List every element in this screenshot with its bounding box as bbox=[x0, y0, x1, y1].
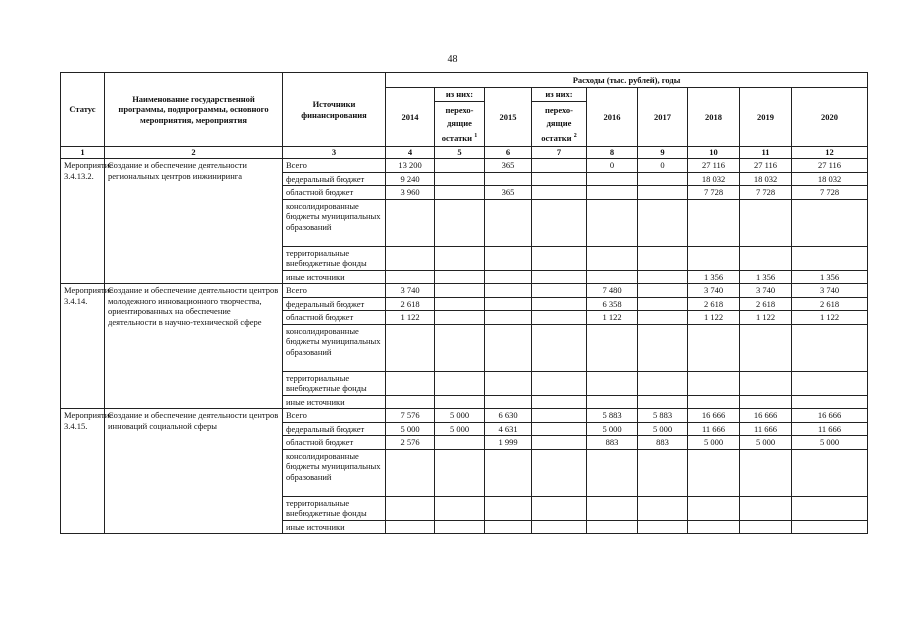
value-cell bbox=[386, 449, 435, 496]
value-cell: 16 666 bbox=[792, 409, 868, 423]
funding-source-cell: консолидированные бюджеты муниципальных образований bbox=[283, 449, 386, 496]
column-number: 1 bbox=[61, 147, 105, 159]
value-cell bbox=[740, 246, 792, 270]
value-cell bbox=[435, 311, 485, 325]
value-cell bbox=[435, 371, 485, 395]
value-cell bbox=[688, 324, 740, 371]
value-cell bbox=[532, 186, 587, 200]
value-cell: 5 000 bbox=[435, 422, 485, 436]
value-cell bbox=[532, 284, 587, 298]
value-cell bbox=[532, 246, 587, 270]
value-cell bbox=[638, 270, 688, 284]
value-cell bbox=[532, 449, 587, 496]
value-cell: 16 666 bbox=[688, 409, 740, 423]
value-cell: 365 bbox=[485, 159, 532, 173]
value-cell bbox=[386, 520, 435, 534]
value-cell: 883 bbox=[638, 436, 688, 450]
value-cell: 1 356 bbox=[740, 270, 792, 284]
header-year-2014: 2014 bbox=[386, 88, 435, 147]
value-cell: 365 bbox=[485, 186, 532, 200]
value-cell bbox=[638, 449, 688, 496]
value-cell bbox=[386, 199, 435, 246]
value-cell: 5 000 bbox=[792, 436, 868, 450]
footnote-2: 2 bbox=[573, 132, 577, 139]
funding-source-cell: территориальные внебюджетные фонды bbox=[283, 371, 386, 395]
value-cell bbox=[587, 371, 638, 395]
value-cell bbox=[792, 246, 868, 270]
header-of-which-1: из них: bbox=[435, 88, 484, 102]
value-cell: 9 240 bbox=[386, 172, 435, 186]
value-cell: 883 bbox=[587, 436, 638, 450]
value-cell bbox=[485, 172, 532, 186]
value-cell bbox=[638, 520, 688, 534]
table-row bbox=[61, 159, 868, 173]
header-year-2020: 2020 bbox=[792, 88, 868, 147]
funding-source-cell: федеральный бюджет bbox=[283, 422, 386, 436]
value-cell bbox=[587, 324, 638, 371]
value-cell: 3 740 bbox=[386, 284, 435, 298]
header-name: Наименование государственной программы, подпрограммы, основного мероприятия, мероприятия bbox=[105, 73, 283, 147]
value-cell bbox=[740, 520, 792, 534]
header-carry-over-1 bbox=[435, 88, 485, 147]
value-cell bbox=[386, 395, 435, 409]
value-cell bbox=[792, 324, 868, 371]
value-cell bbox=[435, 449, 485, 496]
funding-source-cell: иные источники bbox=[283, 520, 386, 534]
value-cell bbox=[587, 199, 638, 246]
activity-name-cell: Создание и обеспечение деятельности региональных центров инжиниринга bbox=[105, 159, 283, 284]
table-body bbox=[61, 159, 868, 534]
value-cell bbox=[386, 270, 435, 284]
value-cell: 1 122 bbox=[792, 311, 868, 325]
table-row bbox=[61, 409, 868, 423]
value-cell bbox=[638, 199, 688, 246]
funding-source-cell: областной бюджет bbox=[283, 436, 386, 450]
value-cell: 2 618 bbox=[740, 297, 792, 311]
value-cell: 3 960 bbox=[386, 186, 435, 200]
value-cell bbox=[792, 199, 868, 246]
value-cell: 5 000 bbox=[386, 422, 435, 436]
value-cell bbox=[435, 284, 485, 298]
value-cell: 11 666 bbox=[740, 422, 792, 436]
value-cell bbox=[532, 409, 587, 423]
value-cell bbox=[792, 395, 868, 409]
value-cell bbox=[485, 199, 532, 246]
value-cell: 1 122 bbox=[587, 311, 638, 325]
value-cell: 6 630 bbox=[485, 409, 532, 423]
value-cell: 7 728 bbox=[740, 186, 792, 200]
value-cell: 5 000 bbox=[740, 436, 792, 450]
funding-source-cell: иные источники bbox=[283, 270, 386, 284]
value-cell: 1 999 bbox=[485, 436, 532, 450]
value-cell bbox=[740, 395, 792, 409]
value-cell: 3 740 bbox=[740, 284, 792, 298]
value-cell bbox=[587, 172, 638, 186]
value-cell bbox=[386, 371, 435, 395]
status-cell: Мероприятие 3.4.14. bbox=[61, 284, 105, 409]
value-cell bbox=[532, 436, 587, 450]
header-sources: Источники финансирования bbox=[283, 73, 386, 147]
value-cell: 27 116 bbox=[792, 159, 868, 173]
value-cell: 5 000 bbox=[587, 422, 638, 436]
value-cell bbox=[688, 520, 740, 534]
value-cell bbox=[386, 246, 435, 270]
value-cell bbox=[532, 371, 587, 395]
value-cell bbox=[485, 520, 532, 534]
value-cell: 11 666 bbox=[792, 422, 868, 436]
header-expenses: Расходы (тыс. рублей), годы bbox=[386, 73, 868, 88]
funding-source-cell: консолидированные бюджеты муниципальных образований bbox=[283, 324, 386, 371]
column-number: 2 bbox=[105, 147, 283, 159]
value-cell bbox=[485, 324, 532, 371]
value-cell bbox=[688, 246, 740, 270]
value-cell: 2 618 bbox=[688, 297, 740, 311]
status-cell: Мероприятие 3.4.13.2. bbox=[61, 159, 105, 284]
value-cell: 5 883 bbox=[587, 409, 638, 423]
value-cell: 1 122 bbox=[386, 311, 435, 325]
value-cell bbox=[435, 270, 485, 284]
value-cell bbox=[435, 246, 485, 270]
table-row bbox=[61, 284, 868, 298]
value-cell: 18 032 bbox=[792, 172, 868, 186]
value-cell bbox=[435, 297, 485, 311]
funding-source-cell: областной бюджет bbox=[283, 311, 386, 325]
column-number: 5 bbox=[435, 147, 485, 159]
value-cell: 2 618 bbox=[792, 297, 868, 311]
value-cell: 7 576 bbox=[386, 409, 435, 423]
value-cell bbox=[532, 270, 587, 284]
header-year-2018: 2018 bbox=[688, 88, 740, 147]
value-cell bbox=[740, 449, 792, 496]
funding-source-cell: областной бюджет bbox=[283, 186, 386, 200]
column-number: 7 bbox=[532, 147, 587, 159]
value-cell bbox=[638, 172, 688, 186]
header-year-2019: 2019 bbox=[740, 88, 792, 147]
column-number: 11 bbox=[740, 147, 792, 159]
value-cell bbox=[638, 324, 688, 371]
header-of-which-2: из них: bbox=[532, 88, 586, 102]
funding-source-cell: федеральный бюджет bbox=[283, 297, 386, 311]
value-cell: 5 000 bbox=[435, 409, 485, 423]
value-cell bbox=[435, 186, 485, 200]
value-cell bbox=[587, 270, 638, 284]
value-cell: 4 631 bbox=[485, 422, 532, 436]
page-number: 48 bbox=[447, 54, 458, 65]
value-cell bbox=[587, 520, 638, 534]
value-cell: 18 032 bbox=[740, 172, 792, 186]
column-number: 9 bbox=[638, 147, 688, 159]
value-cell bbox=[435, 395, 485, 409]
funding-source-cell: консолидированные бюджеты муниципальных образований bbox=[283, 199, 386, 246]
value-cell bbox=[587, 246, 638, 270]
value-cell: 16 666 bbox=[740, 409, 792, 423]
value-cell bbox=[485, 284, 532, 298]
value-cell bbox=[638, 284, 688, 298]
funding-source-cell: федеральный бюджет bbox=[283, 172, 386, 186]
value-cell bbox=[532, 172, 587, 186]
value-cell: 5 883 bbox=[638, 409, 688, 423]
value-cell bbox=[688, 496, 740, 520]
value-cell bbox=[587, 496, 638, 520]
value-cell bbox=[532, 496, 587, 520]
column-number: 4 bbox=[386, 147, 435, 159]
value-cell bbox=[792, 449, 868, 496]
funding-source-cell: Всего bbox=[283, 159, 386, 173]
value-cell bbox=[688, 371, 740, 395]
header-carry-over-2 bbox=[532, 88, 587, 147]
value-cell bbox=[386, 324, 435, 371]
value-cell: 7 728 bbox=[688, 186, 740, 200]
value-cell bbox=[688, 199, 740, 246]
value-cell bbox=[532, 520, 587, 534]
value-cell: 7 728 bbox=[792, 186, 868, 200]
value-cell bbox=[638, 297, 688, 311]
column-number: 8 bbox=[587, 147, 638, 159]
value-cell bbox=[638, 246, 688, 270]
funding-source-cell: иные источники bbox=[283, 395, 386, 409]
value-cell bbox=[435, 172, 485, 186]
value-cell bbox=[638, 311, 688, 325]
value-cell bbox=[638, 496, 688, 520]
value-cell bbox=[638, 186, 688, 200]
value-cell bbox=[485, 449, 532, 496]
value-cell: 1 356 bbox=[688, 270, 740, 284]
value-cell bbox=[532, 297, 587, 311]
header-year-2016: 2016 bbox=[587, 88, 638, 147]
value-cell: 27 116 bbox=[688, 159, 740, 173]
value-cell bbox=[435, 520, 485, 534]
value-cell bbox=[485, 270, 532, 284]
value-cell bbox=[740, 496, 792, 520]
value-cell: 27 116 bbox=[740, 159, 792, 173]
value-cell: 1 122 bbox=[740, 311, 792, 325]
value-cell bbox=[532, 395, 587, 409]
value-cell: 1 122 bbox=[688, 311, 740, 325]
value-cell bbox=[485, 246, 532, 270]
value-cell bbox=[740, 324, 792, 371]
value-cell bbox=[740, 199, 792, 246]
value-cell bbox=[792, 520, 868, 534]
value-cell bbox=[638, 371, 688, 395]
value-cell bbox=[435, 324, 485, 371]
header-year-2017: 2017 bbox=[638, 88, 688, 147]
activity-name-cell: Создание и обеспечение деятельности центров инноваций социальной сферы bbox=[105, 409, 283, 534]
value-cell bbox=[638, 395, 688, 409]
value-cell: 3 740 bbox=[688, 284, 740, 298]
header-year-2015: 2015 bbox=[485, 88, 532, 147]
value-cell bbox=[532, 199, 587, 246]
column-number: 3 bbox=[283, 147, 386, 159]
value-cell bbox=[532, 422, 587, 436]
value-cell bbox=[532, 159, 587, 173]
status-cell: Мероприятие 3.4.15. bbox=[61, 409, 105, 534]
value-cell bbox=[587, 186, 638, 200]
funding-source-cell: Всего bbox=[283, 284, 386, 298]
footnote-1: 1 bbox=[474, 132, 478, 139]
activity-name-cell: Создание и обеспечение деятельности центров молодежного инновационного творчества, ориентированных на обеспечение деятельности в научно-технической сфере bbox=[105, 284, 283, 409]
value-cell: 0 bbox=[587, 159, 638, 173]
value-cell: 0 bbox=[638, 159, 688, 173]
value-cell bbox=[792, 371, 868, 395]
value-cell bbox=[485, 297, 532, 311]
value-cell bbox=[485, 395, 532, 409]
column-number: 6 bbox=[485, 147, 532, 159]
value-cell: 7 480 bbox=[587, 284, 638, 298]
value-cell bbox=[435, 436, 485, 450]
value-cell: 13 200 bbox=[386, 159, 435, 173]
value-cell: 5 000 bbox=[638, 422, 688, 436]
value-cell bbox=[740, 371, 792, 395]
funding-source-cell: территориальные внебюджетные фонды bbox=[283, 496, 386, 520]
value-cell bbox=[532, 311, 587, 325]
header-carry-2-label: перехо- дящие остатки bbox=[541, 104, 573, 143]
column-numbers-row bbox=[61, 147, 868, 159]
value-cell: 18 032 bbox=[688, 172, 740, 186]
value-cell: 1 356 bbox=[792, 270, 868, 284]
budget-table bbox=[60, 72, 868, 534]
value-cell bbox=[688, 449, 740, 496]
value-cell bbox=[792, 496, 868, 520]
value-cell bbox=[587, 395, 638, 409]
column-number: 10 bbox=[688, 147, 740, 159]
value-cell bbox=[435, 159, 485, 173]
value-cell: 5 000 bbox=[688, 436, 740, 450]
value-cell bbox=[532, 324, 587, 371]
value-cell: 2 618 bbox=[386, 297, 435, 311]
value-cell bbox=[688, 395, 740, 409]
value-cell bbox=[587, 449, 638, 496]
value-cell bbox=[386, 496, 435, 520]
header-status: Статус bbox=[61, 73, 105, 147]
value-cell bbox=[435, 496, 485, 520]
header-carry-1-label: перехо- дящие остатки bbox=[441, 104, 474, 143]
funding-source-cell: Всего bbox=[283, 409, 386, 423]
value-cell: 11 666 bbox=[688, 422, 740, 436]
value-cell: 2 576 bbox=[386, 436, 435, 450]
value-cell: 6 358 bbox=[587, 297, 638, 311]
value-cell bbox=[485, 371, 532, 395]
value-cell bbox=[485, 496, 532, 520]
value-cell bbox=[435, 199, 485, 246]
value-cell bbox=[485, 311, 532, 325]
value-cell: 3 740 bbox=[792, 284, 868, 298]
funding-source-cell: территориальные внебюджетные фонды bbox=[283, 246, 386, 270]
column-number: 12 bbox=[792, 147, 868, 159]
